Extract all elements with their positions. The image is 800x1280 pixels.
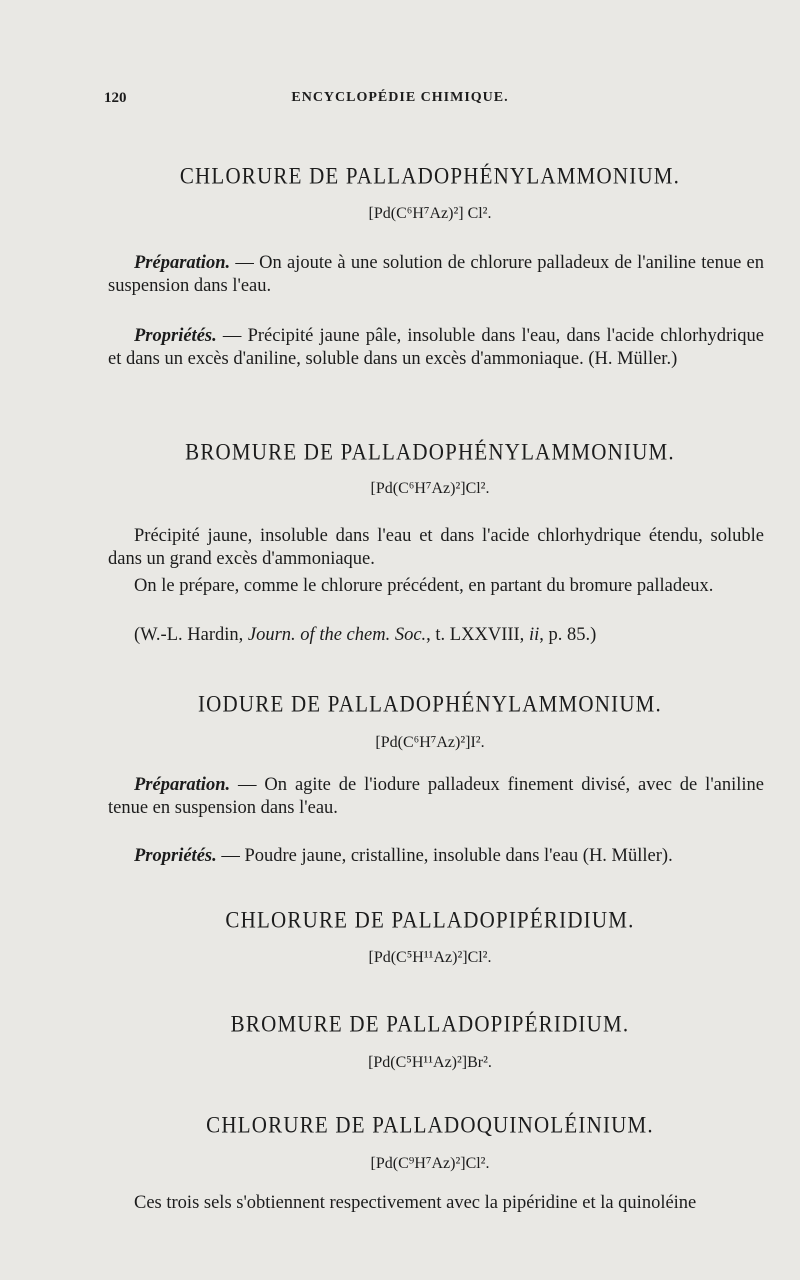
formula: [Pd(C⁶H⁷Az)²]I². [375,734,485,751]
properties-text: — Poudre jaune, cristalline, insoluble dans l'eau (H. Müller). [216,846,673,866]
section-title: CHLORURE DE PALLADOQUINOLÉINIUM. [206,1112,654,1138]
preparation-text: — On ajoute à une solution de chlorure palladeux de l'aniline tenue en suspension dans l'eau. [108,253,764,296]
ref-author: (W.-L. Hardin, [134,625,248,645]
properties-paragraph [108,325,764,371]
formula: [Pd(C⁵H¹¹Az)²]Cl². [368,949,492,966]
section-title: CHLORURE DE PALLADOPIPÉRIDIUM. [225,907,635,933]
section-title: CHLORURE DE PALLADOPHÉNYLAMMONIUM. [179,163,681,189]
ref-page: , p. 85.) [539,625,597,645]
paragraph: On le prépare, comme le chlorure précédent, en partant du bromure palladeux. [134,576,714,596]
ref-series: ii [528,625,540,645]
preparation-label: Préparation. [134,253,231,273]
page-number: 120 [104,90,127,106]
section-title: IODURE DE PALLADOPHÉNYLAMMONIUM. [197,691,663,717]
ref-volume: , t. LXXVIII, [426,625,529,645]
formula: [Pd(C⁵H¹¹Az)²]Br². [368,1054,492,1071]
preparation-paragraph [108,252,764,298]
running-title: ENCYCLOPÉDIE CHIMIQUE. [291,90,509,105]
reference [108,624,764,647]
properties-label: Propriétés. [134,846,217,866]
section-title: BROMURE DE PALLADOPIPÉRIDIUM. [230,1011,630,1037]
section-title: BROMURE DE PALLADOPHÉNYLAMMONIUM. [185,439,675,465]
properties-label: Propriétés. [134,326,217,346]
properties-paragraph [108,845,764,868]
preparation-text: — On agite de l'iodure palladeux finement divisé, avec de l'aniline tenue en suspension dans l'eau. [108,775,764,818]
properties-text: — Précipité jaune pâle, insoluble dans l'eau, dans l'acide chlorhydrique et dans un excès d'aniline, soluble dans un excès d'ammoniaque. (H. Müller.) [108,326,764,369]
paragraph: Précipité jaune, insoluble dans l'eau et dans l'acide chlorhydrique étendu, soluble dans un grand excès d'ammoniaque. [108,526,764,569]
formula: [Pd(C⁶H⁷Az)²] Cl². [368,205,492,222]
formula: [Pd(C⁶H⁷Az)²]Cl². [370,480,490,497]
formula: [Pd(C⁹H⁷Az)²]Cl². [370,1155,490,1172]
ref-journal: Journ. of the chem. Soc. [247,625,427,645]
preparation-label: Préparation. [134,775,231,795]
closing-paragraph: Ces trois sels s'obtiennent respectivement avec la pipéridine et la quinoléine [134,1193,697,1213]
preparation-paragraph [108,774,764,820]
